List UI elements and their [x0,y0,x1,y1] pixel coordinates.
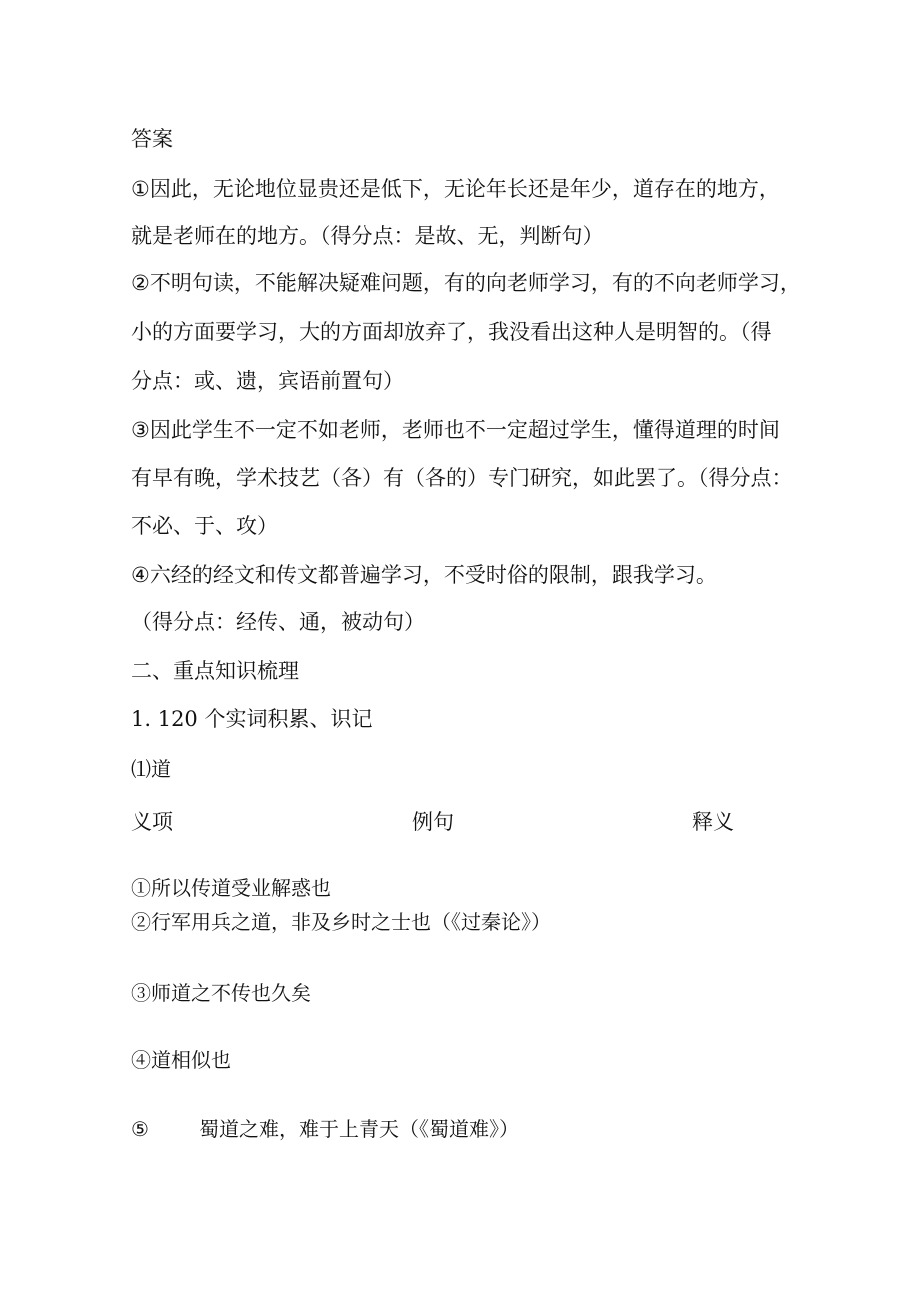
answer-heading: 答案 [131,127,173,151]
answer-line: （得分点：经传、通，被动句） [131,610,425,634]
example-sentence: ②行军用兵之道，非及乡时之士也（《过秦论》） [131,910,551,934]
example-text: 蜀道之难，难于上青天（《蜀道难》） [199,1117,519,1141]
table-header-example: 例句 [412,810,454,834]
answer-line: ④六经的经文和传文都普遍学习，不受时俗的限制，跟我学习。 [131,563,717,587]
answer-line: 小的方面要学习，大的方面却放弃了，我没看出这种人是明智的。（得 [131,320,772,344]
section-subtitle: 1. 120 个实词积累、识记 [131,707,373,731]
answer-line: ②不明句读，不能解决疑难问题，有的向老师学习，有的不向老师学习， [131,271,801,295]
example-sentence: ④道相似也 [131,1048,231,1072]
answer-line: 就是老师在的地方。（得分点：是故、无，判断句） [131,224,604,248]
answer-line: 分点：或、遗，宾语前置句） [131,369,404,393]
example-number: ⑤ [131,1117,149,1141]
answer-line: 有早有晚，学术技艺（各）有（各的）专门研究，如此罢了。（得分点： [131,466,793,490]
answer-line: ①因此，无论地位显贵还是低下，无论年长还是年少，道存在的地方， [131,177,780,201]
table-header-meaning: 义项 [131,810,173,834]
section-title: 二、重点知识梳理 [131,659,299,683]
answer-line: ③因此学生不一定不如老师，老师也不一定超过学生，懂得道理的时间 [131,418,780,442]
table-header-definition: 释义 [692,810,734,834]
word-heading: ⑴道 [131,757,171,781]
example-sentence-5 [131,1114,519,1144]
example-sentence: ①所以传道受业解惑也 [131,876,331,900]
example-sentence: ③师道之不传也久矣 [131,981,311,1005]
answer-line: 不必、于、攻） [131,514,278,538]
